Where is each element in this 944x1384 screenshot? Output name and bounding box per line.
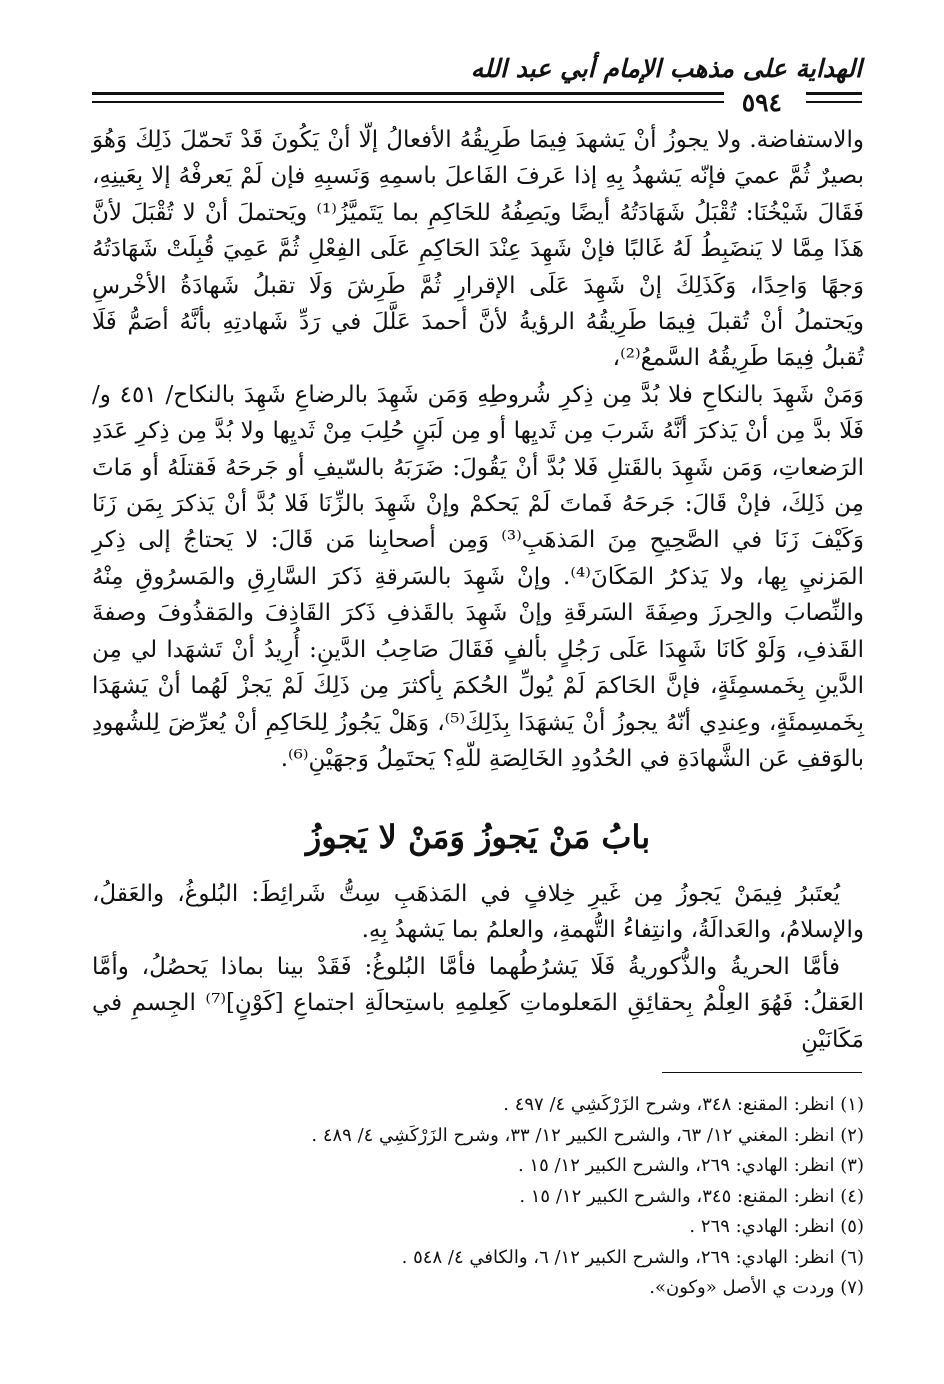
page-number: ٥٩٤ [734,88,790,117]
footnote: (٧) وردت ي الأصل «وكون». [649,1277,864,1298]
header-rule-top [92,92,724,95]
header-rule-bottom [92,101,724,103]
header-rule-right-top [806,92,862,95]
footnote: (٣) انظر: الهادي: ٢٦٩، والشرح الكبير ١٢/ ١٥ . [517,1155,864,1176]
footnote: (٦) انظر: الهادي: ٢٦٩، والشرح الكبير ١٢/ ٦، والكافي ٤/ ٥٤٨ . [401,1246,864,1268]
book-title: الهداية على مذهب الإمام أبي عبد الله [470,54,862,83]
header-rule-right-bottom [806,101,862,103]
footnote: (٥) انظر: الهادي: ٢٦٩ . [689,1216,864,1237]
footnotes [92,1090,864,1304]
page-header [92,52,862,117]
footnote: (١) انظر: المقنع: ٣٤٨، وشرح الزَرْكَشِي ٤/ ٤٩٧ . [503,1094,864,1115]
footnote: (٢) انظر: المغني ١٢/ ٦٣، والشرح الكبير ١٢/ ٣٣، وشرح الزَرْكَشِي ٤/ ٤٨٩ . [311,1124,864,1146]
footnote-divider [662,1072,862,1073]
paragraph: والاستفاضة. ولا يجوزُ أنْ يَشهدَ فِيمَا طَرِيقُهُ الأفعالُ إلّا أنْ يَكُونَ قَدْ تَحمّلَ ذَلِكَ وَهُوَ بصيرٌ ثُمَّ عميَ فإنّه يَشهدُ بِهِ إذا عَرفَ الفَاعلَ باسمِهِ وَنَسبِهِ فإن لَمْ يَعرفْهُ إلا بِعَينِهِ، فَقَالَ شَيْخُنَا: تُقْبَلُ شَهَادَتُهُ أيضًا ويَصِفُهُ للحَاكِمِ بما يَتَميَّزُ⁽¹⁾ ويَحتملَ أنْ لا تُقْبَلَ لأنَّ هَذَا مِمَّا لا يَنضَبِطُ لَهُ غَالبًا فإنْ شَهِدَ عِنْدَ الحَاكِمِ عَلَى الفِعْلِ ثُمَّ عَمِيَ قُبِلَتْ شَهَادَتُهُ وَجهًا وَاحِدًا، وَكَذَلِكَ إنْ شَهِدَ عَلَى الإقرارِ ثُمَّ طَرِشَ وَلَا تقبلُ شَهادَةُ الأخْرسِ ويَحتملُ أنْ تُقبلَ فِيمَا طَرِيقُهُ الرؤيةُ لأنَّ أحمدَ عَلَّلَ في رَدِّ شَهادتِهِ بأنَّهُ أصَمُّ فَلَا تُقبلُ فِيمَا طَرِيقُهُ السَّمعُ⁽²⁾، [92,127,864,372]
main-text [92,122,864,777]
paragraph: يُعتَبرُ فِيمَنْ يَجوزُ مِن غَيرِ خِلافٍ في المَذهَبِ سِتُّ شَرائِطَ: البُلوغُ، والعَقلُ، والإسلامُ، والعَدالَةُ، وانتِفاءُ التُّهمةِ، والعلمُ بما يَشهدُ بِهِ. [92,881,864,944]
chapter-title: بابُ مَنْ يَجوزُ وَمَنْ لا يَجوزُ [305,818,651,856]
paragraph: فأمَّا الحريةُ والذُّكوريةُ فَلَا يَشرُطُهما فأمَّا البُلوغُ: فَقَدْ بينا بماذا يَحصُلُ، وأمَّا العَقلُ: فَهُوَ العِلْمُ بِحقائِقِ المَعلوماتِ كَعِلمِهِ باستِحالَةِ اجتماعِ [كَوْنٍ]⁽⁷⁾ الجِسمِ في مَكَانَيْنِ [92,953,864,1053]
paragraph: وَمَنْ شَهِدَ بالنكاحِ فلا بُدَّ مِن ذِكرِ شُروطِهِ وَمَن شَهِدَ بالرضاعِ شَهِدَ بالنكاح/ ٤٥١ و/ فَلَا بدَّ مِن أنْ يَذكرَ أنَّهُ شَربَ مِن ثَديِها أو مِن لَبَنٍ حُلِبَ مِنْ ثَديِها ولا بُدَّ مِن ذِكرِ عَدَدِ الرَضعاتِ، وَمَن شَهِدَ بالقَتلِ فَلا بُدَّ أنْ يَقُولَ: ضَرَبَهُ بالسّيفِ أو جَرحَهُ فَقتلَهُ أو مَاتَ مِن ذَلِكَ، فإنْ قَالَ: جَرحَهُ فَماتَ لَمْ يَحكمْ وإنْ شَهِدَ بالزِّنَا فَلا بُدَّ أنْ يَذكرَ بِمَن زَنَا وَكَيْفَ زَنَا في الصَّحِيحِ مِنَ المَذهَبِ⁽³⁾ وَمِن أصحابِنا مَن قَالَ: لا يَحتاجُ إلى ذِكرِ المَزنيِ بِها، ولا يَذكرُ المَكَانَ⁽⁴⁾. وإنْ شَهِدَ بالسَرقةِ ذَكرَ السَّارِقِ والمَسرُوقِ مِنْهُ والنِّصابَ والحِرزَ وصِفَةَ السَرقَةِ وإنْ شَهِدَ بالقَذفِ ذَكرَ القَاذِفَ والمَقذُوفَ وصفةَ القَذفِ، وَلَوْ كَانَا شَهِدَا عَلَى رَجُلٍ بألفٍ فَقَالَ صَاحِبُ الدَّينِ: أُرِيدُ أنْ تَشهَدا لي مِن الدَّينِ بِخَمسمِئَةٍ، فإنَّ الحَاكمَ لَمْ يُولِّ الحُكمَ بِأكثرَ مِن ذَلِكَ لَمْ يَجزْ لَهُما أنْ يَشهَدَا بِخَمسِمئَةٍ، وعِندِي أنّهُ يجوزُ أنْ يَشهَدَا بِذَلِكَ⁽⁵⁾، وَهَلْ يَجُوزُ لِلحَاكِمِ أنْ يُعرِّضَ لِلشُهودِ بالوَقفِ عَن الشَّهادَةِ في الحُدُودِ الخَالِصَةِ للّهِ؟ يَحتَمِلُ وَجهَيْنِ⁽⁶⁾. [92,381,865,772]
chapter-text [92,876,864,1058]
footnote: (٤) انظر: المقنع: ٣٤٥، والشرح الكبير ١٢/ ١٥ . [519,1185,864,1207]
